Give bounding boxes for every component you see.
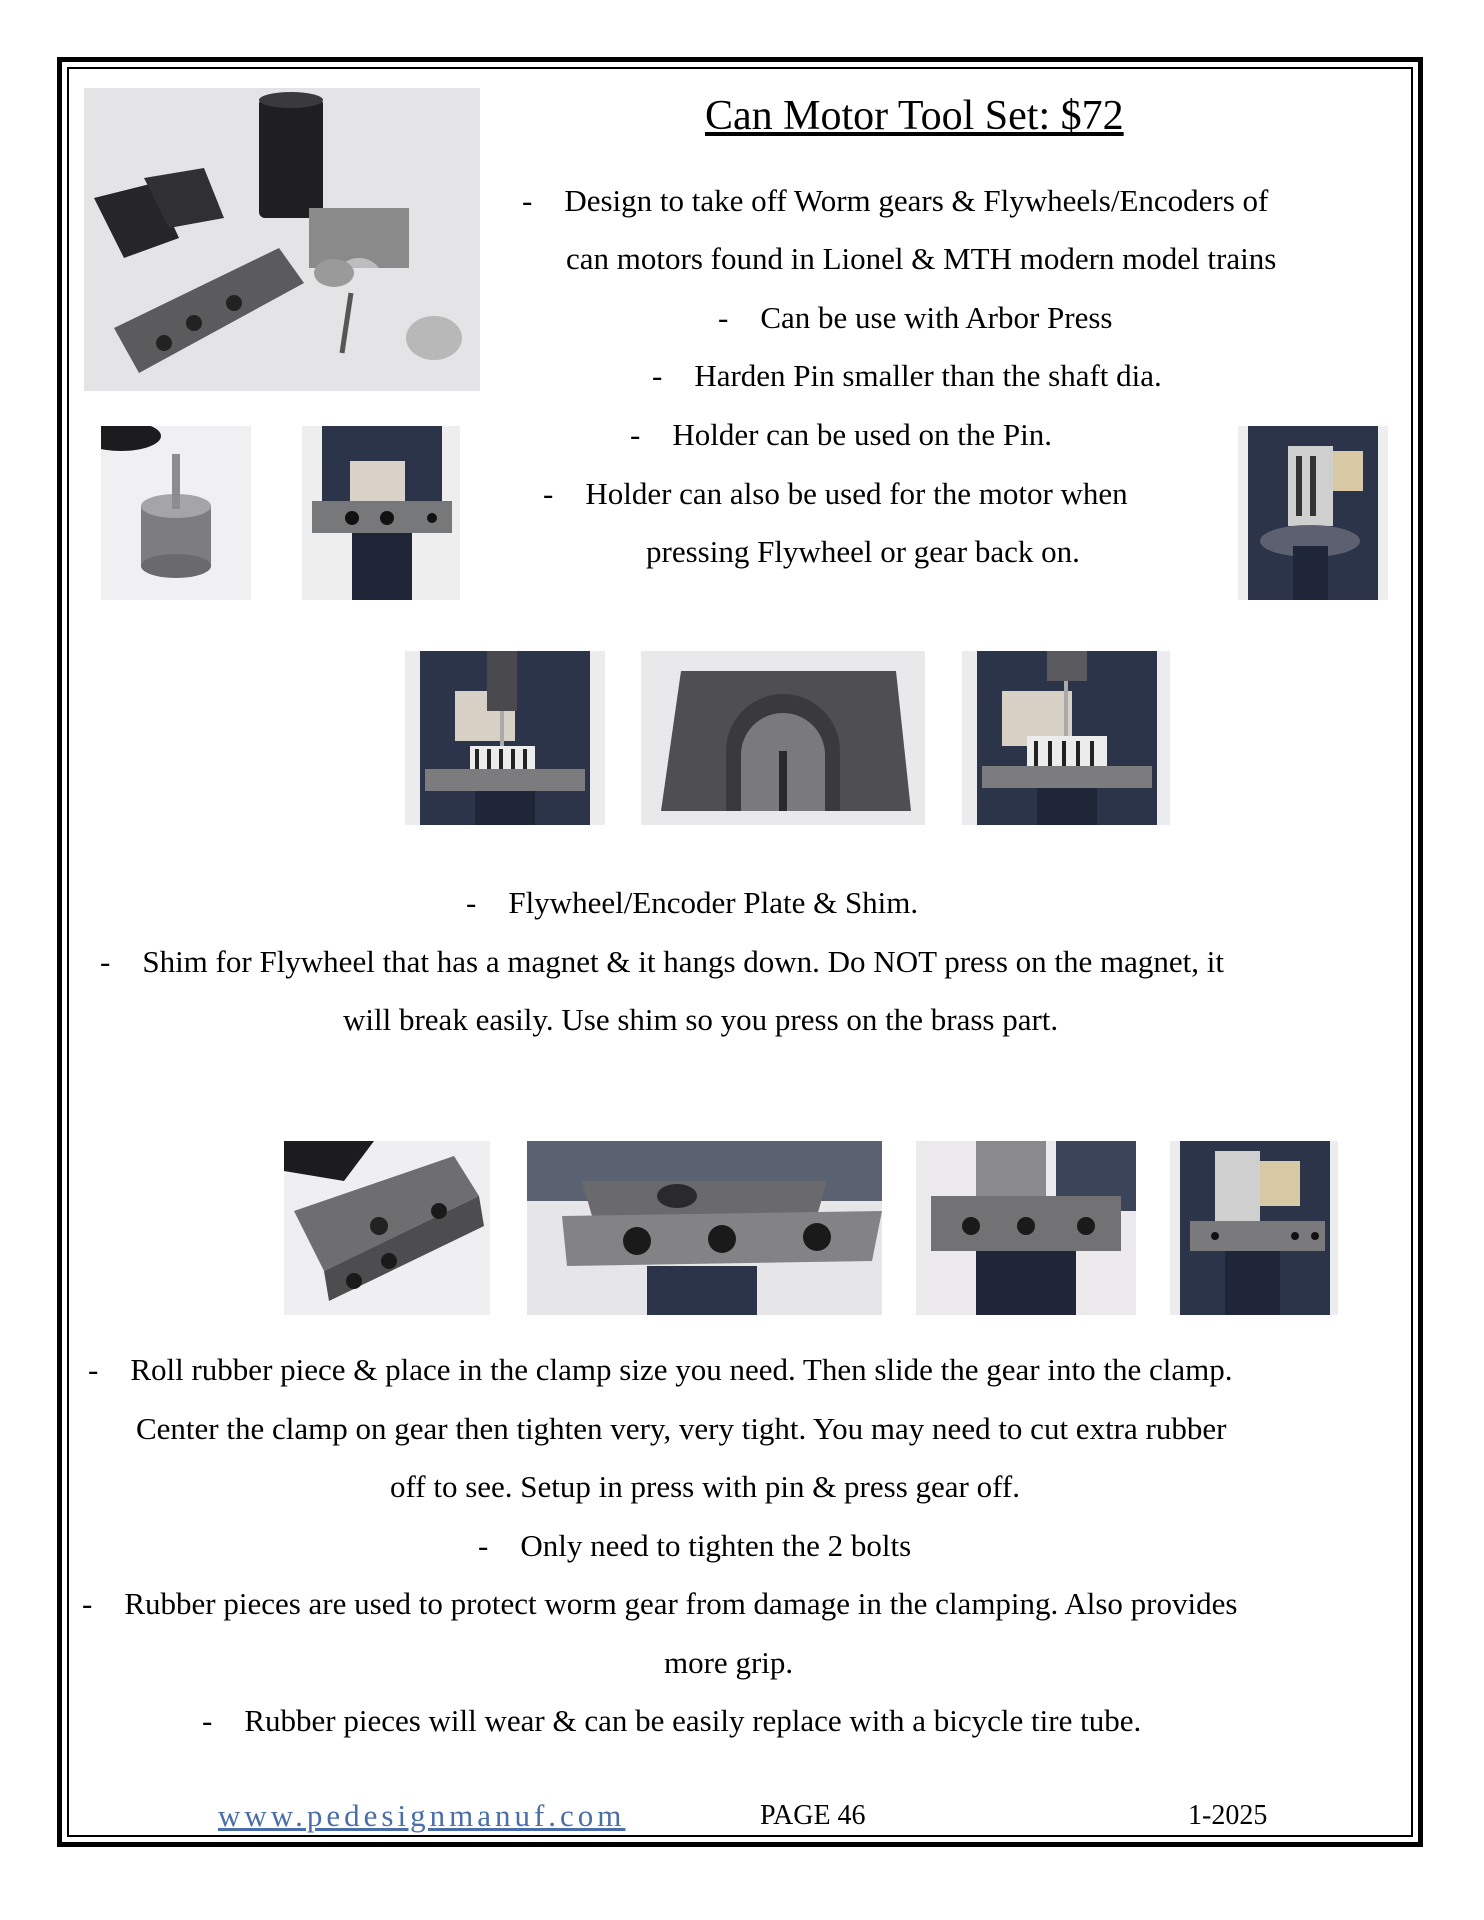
press-clamp-front-photo <box>916 1141 1136 1315</box>
press-clamp-photo <box>302 426 460 600</box>
text-line: pressing Flywheel or gear back on. <box>646 534 1080 569</box>
page-number: PAGE 46 <box>760 1800 866 1831</box>
press-encoder-photo <box>962 651 1170 825</box>
text-line: will break easily. Use shim so you press on the brass part. <box>343 1002 1059 1037</box>
bullet-line: - Only need to tighten the 2 bolts <box>478 1528 912 1563</box>
bullet-line: - Can be use with Arbor Press <box>718 300 1113 335</box>
tool-set-photo <box>84 88 480 391</box>
bullet-line: - Shim for Flywheel that has a magnet & it hangs down. Do NOT press on the magnet, it <box>100 944 1225 979</box>
website-link[interactable]: www.pedesignmanuf.com <box>218 1798 626 1833</box>
bullet-line: - Holder can be used on the Pin. <box>630 417 1052 452</box>
text-line: can motors found in Lionel & MTH modern model trains <box>566 241 1277 276</box>
page-title: Can Motor Tool Set: $72 <box>705 93 1124 139</box>
bullet-line: - Roll rubber piece & place in the clamp size you need. Then slide the gear into the clamp. <box>88 1352 1233 1387</box>
clamp-closeup-photo <box>527 1141 882 1315</box>
bullet-line: - Design to take off Worm gears & Flywheels/Encoders of <box>522 183 1269 218</box>
clamp-photo <box>284 1141 490 1315</box>
press-clamp-side-photo <box>1170 1141 1338 1315</box>
bullet-line: - Holder can also be used for the motor when <box>543 476 1128 511</box>
press-motor-photo <box>1238 426 1388 600</box>
press-flywheel-photo <box>405 651 605 825</box>
bullet-line: - Rubber pieces will wear & can be easily replace with a bicycle tire tube. <box>202 1703 1142 1738</box>
text-line: Center the clamp on gear then tighten very, very tight. You may need to cut extra rubber <box>136 1411 1227 1446</box>
bullet-line: - Harden Pin smaller than the shaft dia. <box>652 358 1162 393</box>
encoder-plate-photo <box>641 651 925 825</box>
text-line: off to see. Setup in press with pin & press gear off. <box>390 1469 1020 1504</box>
bullet-line: - Flywheel/Encoder Plate & Shim. <box>466 885 919 920</box>
text-line: more grip. <box>664 1645 794 1680</box>
revision-date: 1-2025 <box>1188 1800 1268 1831</box>
pin-holder-photo <box>101 426 251 600</box>
bullet-line: - Rubber pieces are used to protect worm gear from damage in the clamping. Also provides <box>82 1586 1238 1621</box>
